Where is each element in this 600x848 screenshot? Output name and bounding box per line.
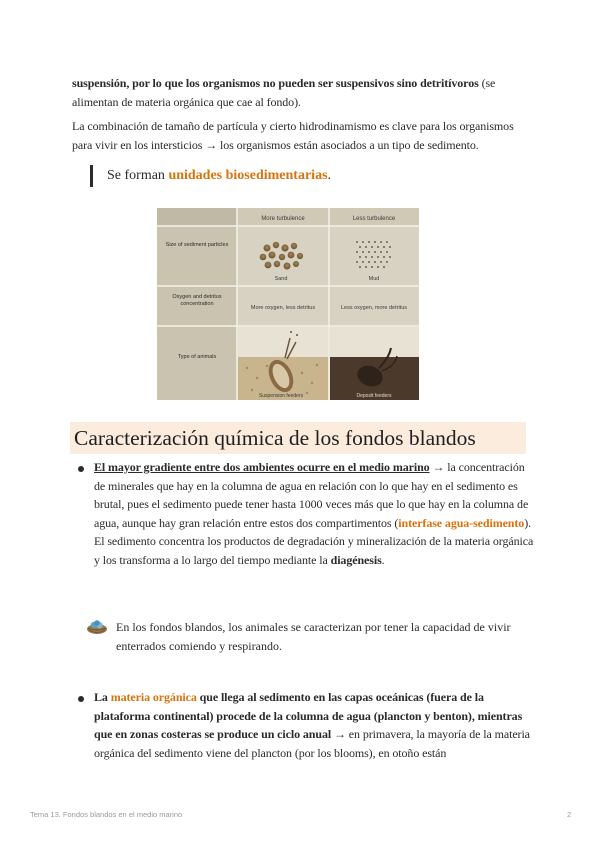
figure-col-more: More turbulence bbox=[261, 216, 305, 222]
bullet2-bold-1: La bbox=[94, 690, 111, 704]
figure-mud-label: Mud bbox=[368, 276, 380, 282]
figure-row-size: Size of sediment particles bbox=[165, 242, 229, 248]
intro-paragraph-2: La combinación de tamaño de partícula y cierto hidrodinamismo es clave para los organismos para vivir en los intersticios → los organismos están asociados a un tipo de sedimento. bbox=[72, 119, 514, 152]
bullet2-bold-2: que llega al sedimento en las capas oceánicas (fuera de la plataforma continental) procede de la columna de agua (plancton y benton), mientras que en zonas costeras se produce un ciclo anual bbox=[94, 690, 523, 741]
bullet-dot-2 bbox=[78, 696, 84, 702]
figure-sand-label: Sand bbox=[274, 276, 288, 282]
quote-prefix: Se forman bbox=[107, 168, 169, 183]
figure-more-oxygen: More oxygen, less detritus bbox=[250, 305, 316, 311]
bullet2-rest: → en primavera, la mayoría de la materia orgánica del sedimento viene del plancton (por los blooms), en otoño están bbox=[94, 727, 530, 760]
page-number: 2 bbox=[567, 810, 572, 819]
bullet1-text-3: . bbox=[381, 552, 385, 567]
bullet1-bold-end: diagénesis bbox=[330, 552, 382, 567]
quote-highlight: unidades biosedimentarias bbox=[168, 168, 328, 183]
footer-title: Tema 13. Fondos blandos en el medio marino bbox=[30, 810, 183, 819]
figure-less-oxygen: Less oxygen, more detritus bbox=[340, 305, 408, 311]
nest-icon bbox=[86, 617, 108, 635]
figure-deposit-label: Deposit feeders bbox=[356, 393, 392, 399]
bullet1-text-2: ). El sedimento concentra los productos de degradación y mineralización de la materia orgánica y los transforma a lo largo del tiempo mediante la bbox=[94, 515, 534, 567]
bullet-paragraph-2 bbox=[94, 688, 534, 762]
intro-bold-text: suspensión, por lo que los organismos no pueden ser suspensivos sino detritívoros bbox=[72, 76, 479, 90]
bullet1-highlight: interfase agua-sedimento bbox=[398, 515, 525, 530]
callout-text: En los fondos blandos, los animales se caracterizan por tener la capacidad de vivir enterrados comiendo y respirando. bbox=[116, 620, 511, 653]
section-heading: Caracterización química de los fondos blandos bbox=[70, 422, 526, 454]
bullet-dot-1 bbox=[78, 466, 84, 472]
figure-illustration bbox=[157, 208, 419, 400]
bullet-paragraph-1 bbox=[94, 458, 534, 569]
bullet1-text-1: → la concentración de minerales que hay en la columna de agua en relación con lo que hay en el sedimento es brutal, pues el sedimento puede tener hasta 1000 veces más que lo que hay en la columna de agua, aunque hay gran relación entre estos dos compartimentos ( bbox=[94, 460, 529, 530]
bullet2-highlight: materia orgánica bbox=[110, 690, 197, 704]
bullet1-lead: El mayor gradiente entre dos ambientes ocurre en el medio marino bbox=[94, 460, 430, 474]
intro-paragraph-1 bbox=[72, 74, 534, 111]
quote-block bbox=[90, 165, 331, 187]
figure-row-oxygen: Oxygen and detritus concentration bbox=[172, 294, 222, 307]
quote-suffix: . bbox=[327, 168, 332, 183]
figure-col-less: Less turbulence bbox=[352, 216, 396, 222]
figure-row-animal: Type of animals bbox=[177, 354, 217, 360]
biosedimentary-figure bbox=[157, 208, 419, 400]
intro-rest-text: (se alimentan de materia orgánica que cae al fondo). bbox=[72, 76, 496, 109]
figure-suspension-label: Suspension feeders bbox=[258, 393, 304, 399]
